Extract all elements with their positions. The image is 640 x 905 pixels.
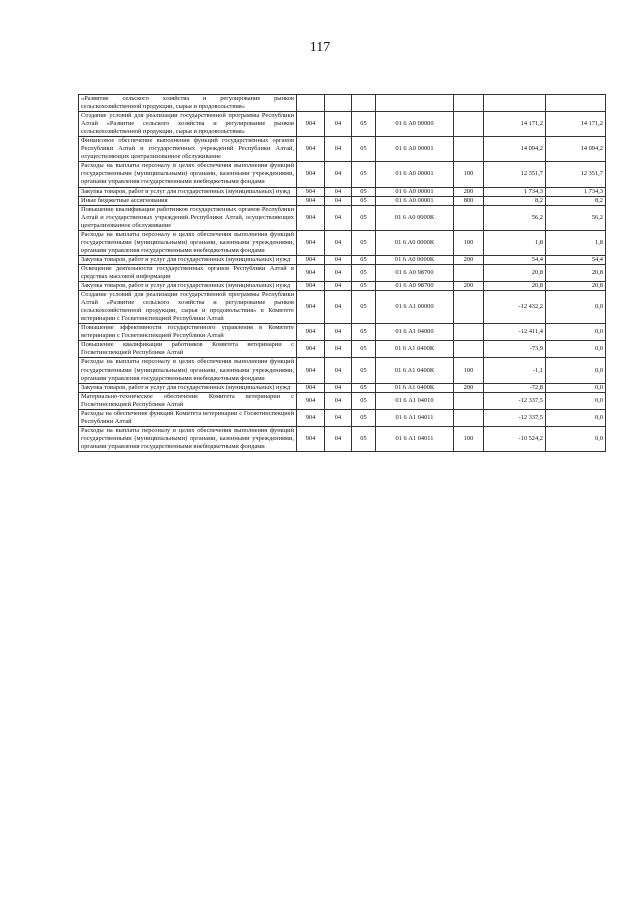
- table-row: [79, 341, 606, 358]
- cell-expense-type: [454, 264, 484, 281]
- row-name: Создание условий для реализации государственной программы Республики Алтай «Развитие сельского хозяйства и регулирование рынков сельскохозяйственной продукции, сырья и продовольствия»: [79, 112, 297, 137]
- cell-target-article: 01 6 А0 98700: [376, 282, 454, 291]
- table-row: [79, 255, 606, 264]
- cell-section: 04: [325, 205, 352, 230]
- cell-target-article: 01 6 А1 04011: [376, 409, 454, 426]
- cell-amount-total: 8,2: [546, 196, 606, 205]
- cell-expense-type: [454, 392, 484, 409]
- cell-amount-total: 0,0: [546, 409, 606, 426]
- table-row: [79, 264, 606, 281]
- cell-section: 04: [325, 137, 352, 162]
- cell-subsection: 05: [352, 341, 376, 358]
- table-row: [79, 187, 606, 196]
- cell-admin-code: 904: [297, 341, 325, 358]
- cell-amount-change: -10 524,2: [484, 426, 546, 451]
- cell-amount-total: [546, 95, 606, 112]
- row-name: Повышение эффективности государственного управления в Комитете ветеринарии с Госветинспекцией Республики Алтай: [79, 324, 297, 341]
- cell-subsection: 05: [352, 291, 376, 324]
- cell-amount-change: -72,8: [484, 383, 546, 392]
- cell-target-article: 01 6 А1 0400К: [376, 383, 454, 392]
- cell-amount-change: -12 337,5: [484, 409, 546, 426]
- table-row: [79, 205, 606, 230]
- cell-amount-change: 56,2: [484, 205, 546, 230]
- cell-amount-total: 20,8: [546, 282, 606, 291]
- table-row: [79, 282, 606, 291]
- cell-target-article: 01 6 А1 04000: [376, 324, 454, 341]
- cell-expense-type: 200: [454, 187, 484, 196]
- cell-amount-change: -12 432,2: [484, 291, 546, 324]
- cell-amount-total: 0,0: [546, 341, 606, 358]
- row-name: Освещение деятельности государственных органов Республики Алтай в средствах массовой информации: [79, 264, 297, 281]
- table-row: [79, 95, 606, 112]
- budget-table: [78, 94, 606, 452]
- cell-admin-code: 904: [297, 409, 325, 426]
- cell-target-article: 01 6 А0 00001: [376, 162, 454, 187]
- cell-amount-total: 14 171,2: [546, 112, 606, 137]
- cell-amount-change: -1,1: [484, 358, 546, 383]
- cell-amount-total: 1,8: [546, 230, 606, 255]
- row-name: Закупка товаров, работ и услуг для государственных (муниципальных) нужд: [79, 383, 297, 392]
- row-name: Повышение квалификации работников государственных органов Республики Алтай и государственных учреждений Республики Алтай, осуществляющих централизованное обслуживание: [79, 205, 297, 230]
- table-row: [79, 392, 606, 409]
- cell-admin-code: 904: [297, 358, 325, 383]
- cell-admin-code: [297, 95, 325, 112]
- row-name: Иные бюджетные ассигнования: [79, 196, 297, 205]
- cell-amount-change: -12 337,5: [484, 392, 546, 409]
- cell-section: 04: [325, 255, 352, 264]
- cell-admin-code: 904: [297, 426, 325, 451]
- cell-admin-code: 904: [297, 282, 325, 291]
- cell-amount-change: 1,8: [484, 230, 546, 255]
- table-row: [79, 324, 606, 341]
- cell-amount-change: -73,9: [484, 341, 546, 358]
- cell-section: 04: [325, 392, 352, 409]
- cell-admin-code: 904: [297, 255, 325, 264]
- row-name: «Развитие сельского хозяйства и регулирование рынков сельскохозяйственной продукции, сырья и продовольствия»: [79, 95, 297, 112]
- cell-target-article: 01 6 А0 98700: [376, 264, 454, 281]
- cell-section: 04: [325, 324, 352, 341]
- cell-target-article: 01 6 А0 0000К: [376, 230, 454, 255]
- cell-expense-type: 800: [454, 196, 484, 205]
- cell-section: 04: [325, 230, 352, 255]
- cell-subsection: 05: [352, 112, 376, 137]
- cell-subsection: 05: [352, 426, 376, 451]
- cell-subsection: 05: [352, 358, 376, 383]
- cell-section: 04: [325, 196, 352, 205]
- cell-expense-type: 100: [454, 230, 484, 255]
- table-row: [79, 358, 606, 383]
- cell-amount-total: 12 351,7: [546, 162, 606, 187]
- row-name: Расходы на обеспечение функций Комитета ветеринарии с Госветинспекцией Республики Алтай: [79, 409, 297, 426]
- cell-admin-code: 904: [297, 230, 325, 255]
- cell-expense-type: [454, 205, 484, 230]
- cell-target-article: 01 6 А0 00001: [376, 187, 454, 196]
- cell-expense-type: [454, 95, 484, 112]
- cell-target-article: 01 6 А0 0000К: [376, 205, 454, 230]
- cell-section: 04: [325, 162, 352, 187]
- row-name: Закупка товаров, работ и услуг для государственных (муниципальных) нужд: [79, 255, 297, 264]
- row-name: Создание условий для реализации государственной программы Республики Алтай «Развитие сельского хозяйства и регулирование рынков сельскохозяйственной продукции, сырья и продовольствия» в Комитете ветеринарии с Госветинспекцией Республики Алтай: [79, 291, 297, 324]
- cell-section: 04: [325, 409, 352, 426]
- cell-expense-type: 100: [454, 358, 484, 383]
- cell-target-article: 01 6 А1 00000: [376, 291, 454, 324]
- cell-expense-type: [454, 324, 484, 341]
- cell-section: 04: [325, 112, 352, 137]
- cell-expense-type: 100: [454, 426, 484, 451]
- cell-amount-change: 12 351,7: [484, 162, 546, 187]
- row-name: Финансовое обеспечение выполнения функций государственных органов Республики Алтай и государственных учреждений Республики Алтай, осуществляющих централизованное обслуживание: [79, 137, 297, 162]
- cell-amount-total: 0,0: [546, 383, 606, 392]
- cell-section: 04: [325, 341, 352, 358]
- table-row: [79, 112, 606, 137]
- cell-admin-code: 904: [297, 205, 325, 230]
- row-name: Закупка товаров, работ и услуг для государственных (муниципальных) нужд: [79, 282, 297, 291]
- cell-target-article: 01 6 А1 04010: [376, 392, 454, 409]
- cell-admin-code: 904: [297, 137, 325, 162]
- table-row: [79, 162, 606, 187]
- row-name: Расходы на выплаты персоналу в целях обеспечения выполнения функций государственными (муниципальными) органами, казенными учреждениями, органами управления государственными внебюджетными фондами: [79, 230, 297, 255]
- cell-expense-type: 200: [454, 255, 484, 264]
- cell-subsection: 05: [352, 282, 376, 291]
- cell-admin-code: 904: [297, 383, 325, 392]
- cell-amount-total: 0,0: [546, 291, 606, 324]
- cell-amount-change: [484, 95, 546, 112]
- cell-amount-change: 20,8: [484, 264, 546, 281]
- cell-section: 04: [325, 282, 352, 291]
- row-name: Повышение квалификации работников Комитета ветеринарии с Госветинспекцией Республики Алтай: [79, 341, 297, 358]
- cell-admin-code: 904: [297, 392, 325, 409]
- cell-amount-total: 0,0: [546, 392, 606, 409]
- cell-admin-code: 904: [297, 291, 325, 324]
- cell-subsection: 05: [352, 324, 376, 341]
- cell-subsection: 05: [352, 196, 376, 205]
- cell-target-article: 01 6 А0 00001: [376, 137, 454, 162]
- row-name: Материально-техническое обеспечение Комитета ветеринарии с Госветинспекцией Республики Алтай: [79, 392, 297, 409]
- cell-section: 04: [325, 383, 352, 392]
- cell-amount-change: 1 734,3: [484, 187, 546, 196]
- cell-amount-change: 8,2: [484, 196, 546, 205]
- cell-subsection: 05: [352, 187, 376, 196]
- cell-amount-total: 54,4: [546, 255, 606, 264]
- cell-target-article: 01 6 А1 0400К: [376, 341, 454, 358]
- cell-target-article: 01 6 А1 04011: [376, 426, 454, 451]
- cell-amount-change: -12 411,4: [484, 324, 546, 341]
- cell-expense-type: 100: [454, 162, 484, 187]
- cell-expense-type: 200: [454, 383, 484, 392]
- cell-subsection: 05: [352, 409, 376, 426]
- table-row: [79, 409, 606, 426]
- cell-admin-code: 904: [297, 162, 325, 187]
- cell-amount-total: 14 094,2: [546, 137, 606, 162]
- cell-amount-change: 14 171,2: [484, 112, 546, 137]
- cell-amount-total: 0,0: [546, 426, 606, 451]
- cell-expense-type: [454, 409, 484, 426]
- row-name: Расходы на выплаты персоналу в целях обеспечения выполнения функций государственными (муниципальными) органами, казенными учреждениями, органами управления государственными внебюджетными фондами: [79, 162, 297, 187]
- cell-expense-type: [454, 112, 484, 137]
- cell-expense-type: [454, 137, 484, 162]
- row-name: Расходы на выплаты персоналу в целях обеспечения выполнения функций государственными (муниципальными) органами, казенными учреждениями, органами управления государственными внебюджетными фондами: [79, 426, 297, 451]
- cell-target-article: 01 6 А0 0000К: [376, 255, 454, 264]
- cell-subsection: 05: [352, 255, 376, 264]
- cell-subsection: 05: [352, 392, 376, 409]
- cell-amount-change: 54,4: [484, 255, 546, 264]
- cell-amount-total: 0,0: [546, 324, 606, 341]
- cell-amount-change: 20,8: [484, 282, 546, 291]
- cell-target-article: [376, 95, 454, 112]
- cell-amount-total: 20,8: [546, 264, 606, 281]
- cell-admin-code: 904: [297, 324, 325, 341]
- row-name: Расходы на выплаты персоналу в целях обеспечения выполнения функций государственными (муниципальными) органами, казенными учреждениями, органами управления государственными внебюджетными фондами: [79, 358, 297, 383]
- cell-amount-total: 56,2: [546, 205, 606, 230]
- cell-admin-code: 904: [297, 196, 325, 205]
- table-row: [79, 383, 606, 392]
- cell-subsection: 05: [352, 205, 376, 230]
- table-row: [79, 196, 606, 205]
- cell-subsection: 05: [352, 230, 376, 255]
- cell-subsection: [352, 95, 376, 112]
- cell-admin-code: 904: [297, 264, 325, 281]
- cell-section: [325, 95, 352, 112]
- cell-target-article: 01 6 А1 0400К: [376, 358, 454, 383]
- cell-expense-type: 200: [454, 282, 484, 291]
- page-number: 117: [309, 40, 331, 55]
- cell-section: 04: [325, 291, 352, 324]
- cell-subsection: 05: [352, 264, 376, 281]
- cell-section: 04: [325, 264, 352, 281]
- cell-section: 04: [325, 426, 352, 451]
- row-name: Закупка товаров, работ и услуг для государственных (муниципальных) нужд: [79, 187, 297, 196]
- table-row: [79, 426, 606, 451]
- cell-admin-code: 904: [297, 187, 325, 196]
- cell-target-article: 01 6 А0 00001: [376, 196, 454, 205]
- cell-amount-total: 0,0: [546, 358, 606, 383]
- cell-admin-code: 904: [297, 112, 325, 137]
- cell-subsection: 05: [352, 137, 376, 162]
- cell-subsection: 05: [352, 162, 376, 187]
- cell-amount-total: 1 734,3: [546, 187, 606, 196]
- table-row: [79, 291, 606, 324]
- cell-subsection: 05: [352, 383, 376, 392]
- cell-section: 04: [325, 187, 352, 196]
- table-row: [79, 230, 606, 255]
- cell-expense-type: [454, 291, 484, 324]
- table-row: [79, 137, 606, 162]
- cell-expense-type: [454, 341, 484, 358]
- cell-amount-change: 14 094,2: [484, 137, 546, 162]
- cell-target-article: 01 6 А0 00000: [376, 112, 454, 137]
- cell-section: 04: [325, 358, 352, 383]
